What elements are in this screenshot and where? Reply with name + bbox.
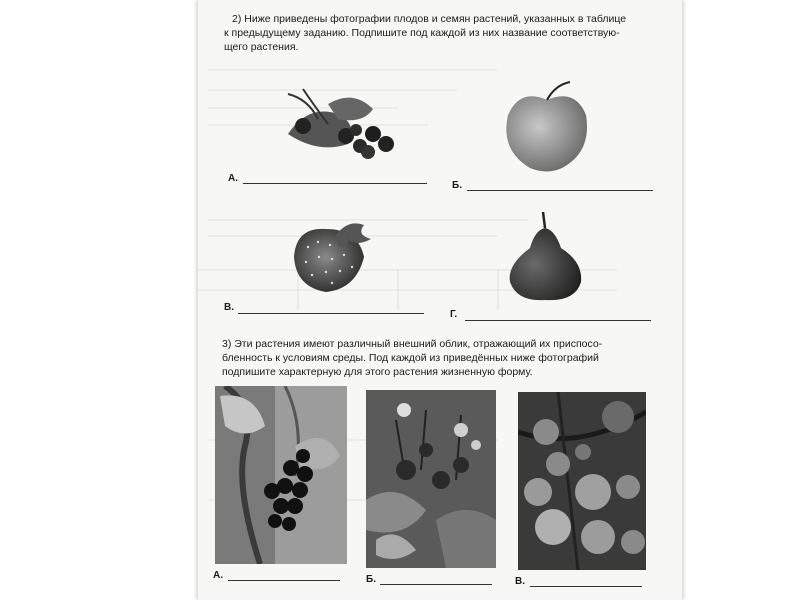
task3-line1: 3) Эти растения имеют различный внешний облик, отражающий их приспосо-	[222, 338, 603, 350]
strawberry-plant-photo	[366, 390, 496, 568]
task3-line2: бленность к условиям среды. Под каждой из приведённых ниже фотографий	[222, 352, 599, 364]
task2-answer-line-b[interactable]	[467, 190, 653, 191]
task3-label-a: А.	[213, 570, 223, 581]
task2-line2: к предыдущему заданию. Подпишите под каждой из них название соответствую-	[224, 27, 620, 39]
task2-line1: 2) Ниже приведены фотографии плодов и семян растений, указанных в таблице	[232, 13, 627, 25]
task2-label-g: Г.	[450, 309, 458, 320]
task3-answer-line-v[interactable]	[530, 586, 642, 587]
task2-label-a: А.	[228, 173, 238, 184]
task3-line3: подпишите характерную для этого растения жизненную форму.	[222, 366, 533, 378]
task3-answer-line-b[interactable]	[380, 584, 492, 585]
task3-label-v: В.	[515, 576, 525, 587]
currant-berries-image	[268, 84, 408, 164]
task2-answer-line-v[interactable]	[238, 313, 424, 314]
task2-label-v: В.	[224, 302, 234, 313]
task3-answer-line-a[interactable]	[228, 580, 340, 581]
strawberry-image	[286, 217, 376, 297]
task2-label-b: Б.	[452, 180, 462, 191]
apple-image	[500, 80, 595, 175]
pear-image	[505, 210, 585, 302]
apple-tree-photo	[518, 392, 646, 570]
task2-answer-line-g[interactable]	[465, 320, 651, 321]
currant-bush-photo	[215, 386, 347, 564]
task2-answer-line-a[interactable]	[243, 183, 427, 184]
task3-label-b: Б.	[366, 574, 376, 585]
task2-line3: щего растения.	[224, 41, 299, 53]
